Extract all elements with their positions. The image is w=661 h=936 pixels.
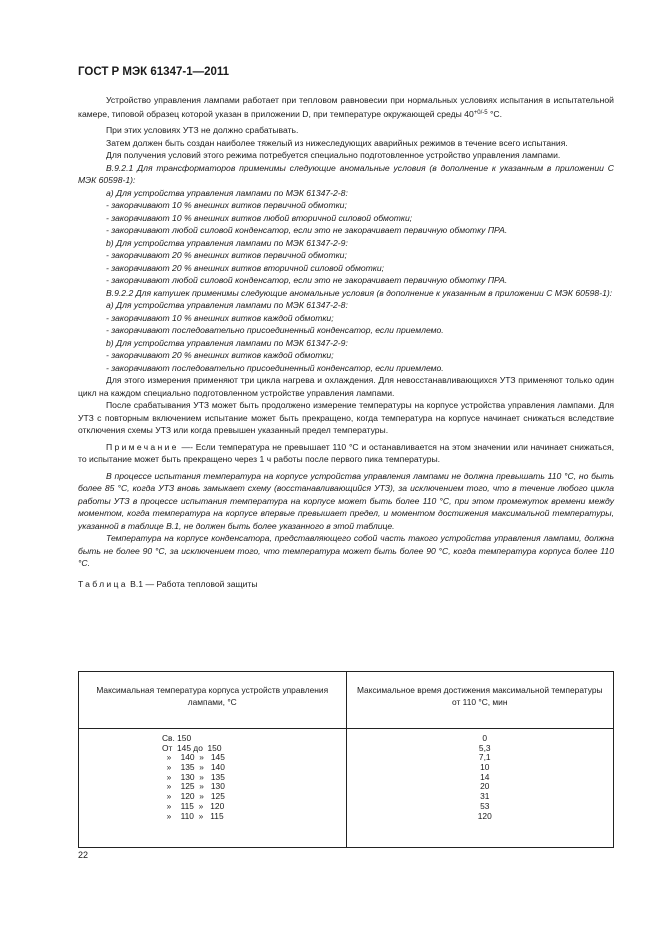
- list-item: - закорачивают 20 % внешних витков вторичной силовой обмотки;: [106, 262, 385, 273]
- list-item: - закорачивают любой силовой конденсатор, если это не закорачивает первичную обмотку ПРА.: [106, 275, 508, 285]
- table-cell-temperature: » 110 » 115: [162, 810, 224, 821]
- paragraph-4: Для получения условий этого режима потребуется специально подготовленное устройство управления лампами.: [106, 150, 561, 160]
- table-cell-temperature: » 140 » 145: [162, 752, 225, 763]
- clause-b922: В.9.2.2 Для катушек применимы следующие аномальные условия (в дополнение к указанным в приложении С МЭК 60598-1):: [106, 287, 613, 298]
- table-cell-temperature: Св. 150: [162, 733, 192, 743]
- list-item: - закорачивают любой силовой конденсатор, если это не закорачивает первичную обмотку ПРА.: [106, 225, 508, 235]
- time-list: [348, 734, 613, 821]
- paragraph-6: После срабатывания УТЗ может быть продолжено измерение температуры на корпусе устройства управления лампами. Для УТЗ с повторным включением испытание может быть прекращено, когда температура на корпусе начинает снижаться вследствие отключения схемы УТЗ или когда превышен указанный предел температуры.: [78, 400, 614, 435]
- table-cell-time: 120: [477, 810, 492, 821]
- paragraph-2: При этих условиях УТЗ не должно срабатывать.: [106, 125, 299, 135]
- table-cell-time: 10: [480, 762, 490, 773]
- table-cell-time: 53: [480, 800, 490, 811]
- clause-b922-a: a) Для устройства управления лампами по МЭК 61347-2-8:: [106, 300, 348, 310]
- table-cell-time: 31: [480, 791, 490, 802]
- list-item: - закорачивают 10 % внешних витков любой вторичной силовой обмотки;: [106, 212, 413, 223]
- table-cell-time: 14: [480, 771, 490, 782]
- time-column: [346, 729, 614, 848]
- note: [78, 441, 614, 466]
- paragraph-5: Для этого измерения применяют три цикла нагрева и охлаждения. Для невосстанавливающихся УТЗ применяют только один цикл на каждом специально подготовленном устройстве управления лампами.: [78, 375, 614, 398]
- table-cell-temperature: » 130 » 135: [162, 771, 225, 782]
- temperature-list: [80, 734, 345, 821]
- temperature-tolerance: +0/-5: [473, 109, 488, 116]
- table-cell-time: 7,1: [478, 752, 491, 763]
- page-number: 22: [78, 850, 89, 860]
- temperature-column: [79, 729, 347, 848]
- paragraph-3: Затем должен быть создан наиболее тяжелый из нижеследующих аварийных режимов в течение всего испытания.: [106, 137, 568, 148]
- list-item: - закорачивают 20 % внешних витков первичной обмотки;: [106, 250, 347, 260]
- table-caption: [78, 578, 614, 591]
- thermal-protection-table: [78, 671, 614, 848]
- clause-b921: В.9.2.1 Для трансформаторов применимы следующие аномальные условия (в дополнение к указанным в приложении С МЭК 60598-1):: [78, 162, 614, 185]
- paragraph-8: Температура на корпусе конденсатора, представляющего собой часть такого устройства управления лампами, должна быть не более 90 °С, за исключением того, что температура может быть более 90 °С, когда температура корпуса более 110 °С.: [78, 533, 614, 568]
- table-cell-temperature: » 135 » 140: [162, 762, 225, 773]
- clause-b921-a: a) Для устройства управления лампами по МЭК 61347-2-8:: [106, 187, 348, 198]
- table-cell-time: 20: [480, 781, 490, 792]
- clause-b922-b: b) Для устройства управления лампами по МЭК 61347-2-9:: [106, 337, 348, 348]
- table-cell-temperature: От 145 до 150: [162, 742, 222, 753]
- table-header-max-time: Максимальное время достижения максимальной температуры от 110 °С, мин: [346, 672, 614, 729]
- paragraph-1: Устройство управления лампами работает при тепловом равновесии при нормальных условиях испытания в испытательной камере, типовой образец которой указан в приложении D, при температуре окружающей среды $40^{+0/-5}$ °С.: [78, 95, 614, 119]
- table-cell-temperature: » 115 » 120: [162, 800, 225, 811]
- list-item: - закорачивают 10 % внешних витков первичной обмотки;: [106, 200, 347, 210]
- list-item: - закорачивают последовательно присоединенный конденсатор, если приемлемо.: [106, 325, 444, 335]
- table-cell-time: 0: [482, 733, 488, 743]
- note-label: Примечание: [106, 441, 179, 452]
- table-cell-temperature: » 120 » 125: [162, 791, 225, 802]
- list-item: - закорачивают 10 % внешних витков каждой обмотки;: [106, 312, 334, 323]
- paragraph-7: В процессе испытания температура на корпусе устройства управления лампами не должна превышать 110 °С, но быть более 85 °С, когда УТЗ вновь замыкает схему (восстанавливающийся УТЗ), за исключением того, что в течение любого цикла работы УТЗ в процессе испытания температура на корпусе может быть более 110 °С, при этом промежуток времени между моментом, когда температура на корпусе впервые превышает предел, и моментом достижения максимальной температуры, указанной в таблице В.1, не должен быть более указанного в этой таблице.: [78, 470, 614, 531]
- table-cell-time: 5,3: [478, 742, 491, 753]
- document-header: ГОСТ Р МЭК 61347-1—2011: [78, 66, 230, 78]
- note-text: —- Если температура не превышает 110 °С и останавливается на этом значении или начинает снижаться, то испытание может быть прекращено через 1 ч работы после первого пика температуры.: [78, 441, 614, 464]
- document-body: [78, 94, 614, 590]
- table-header-row: [79, 672, 614, 729]
- table-caption-label: Таблица: [78, 578, 128, 589]
- list-item: - закорачивают 20 % внешних витков каждой обмотки;: [106, 350, 334, 360]
- table-header-max-temperature: Максимальная температура корпуса устройств управления лампами, °С: [79, 672, 347, 729]
- table-row: [79, 729, 614, 848]
- clause-b921-b: b) Для устройства управления лампами по МЭК 61347-2-9:: [106, 237, 348, 248]
- list-item: - закорачивают последовательно присоединенный конденсатор, если приемлемо.: [106, 362, 444, 373]
- table-cell-temperature: » 125 » 130: [162, 781, 225, 792]
- table-caption-text: В.1 — Работа тепловой защиты: [127, 578, 258, 589]
